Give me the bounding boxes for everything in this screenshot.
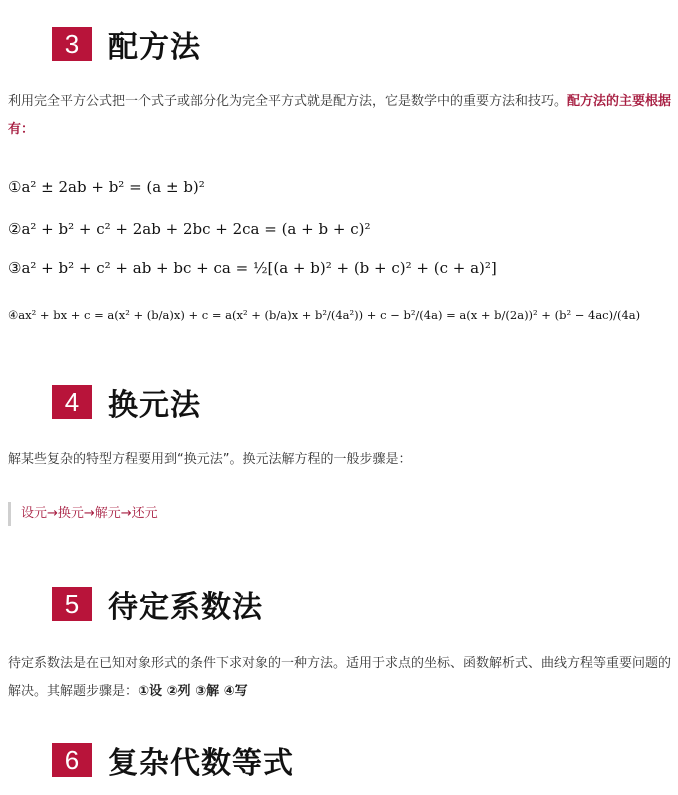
section-number-badge: 6 <box>52 743 92 777</box>
formula-2: ②a² + b² + c² + 2ab + 2bc + 2ca = (a + b + c)² <box>8 220 371 238</box>
formula-3: ③a² + b² + c² + ab + bc + ca = ½[(a + b)² + (b + c)² + (c + a)²] <box>8 259 497 277</box>
section-6-heading <box>52 738 294 782</box>
section-number-badge: 5 <box>52 587 92 621</box>
section-4-heading <box>52 380 201 424</box>
paragraph-text: 利用完全平方公式把一个式子或部分化为完全平方式就是配方法，它是数学中的重要方法和技巧。 <box>8 94 568 109</box>
section-title: 复杂代数等式 <box>108 746 294 781</box>
steps-text: ①设 ②列 ③解 ④写 <box>138 684 248 699</box>
section-number-badge: 3 <box>52 27 92 61</box>
section-title: 配方法 <box>108 30 201 65</box>
paragraph-text: 待定系数法是在已知对象形式的条件下求对象的一种方法。适用于求点的坐标、函数解析式、曲线方程等重要问题的解决。其解题步骤是： <box>8 656 672 699</box>
section-3-heading <box>52 22 201 66</box>
section-5-paragraph <box>8 650 676 706</box>
steps-quote: 设元→换元→解元→还元 <box>8 502 158 526</box>
section-4-paragraph: 解某些复杂的特型方程要用到“换元法”。换元法解方程的一般步骤是： <box>8 452 412 467</box>
section-title: 待定系数法 <box>108 590 263 625</box>
section-number-badge: 4 <box>52 385 92 419</box>
section-5-heading <box>52 582 263 626</box>
formula-1: ①a² ± 2ab + b² = (a ± b)² <box>8 178 205 196</box>
section-3-paragraph <box>8 88 676 144</box>
formula-4: ④ax² + bx + c = a(x² + (b/a)x) + c = a(x² + (b/a)x + b²/(4a²)) + c − b²/(4a) = a(x + b/(2a))² + (b² − 4ac)/(4a) <box>8 308 641 322</box>
highlighted-text: 配方法的主要根据有： <box>8 94 672 137</box>
section-title: 换元法 <box>108 388 201 423</box>
